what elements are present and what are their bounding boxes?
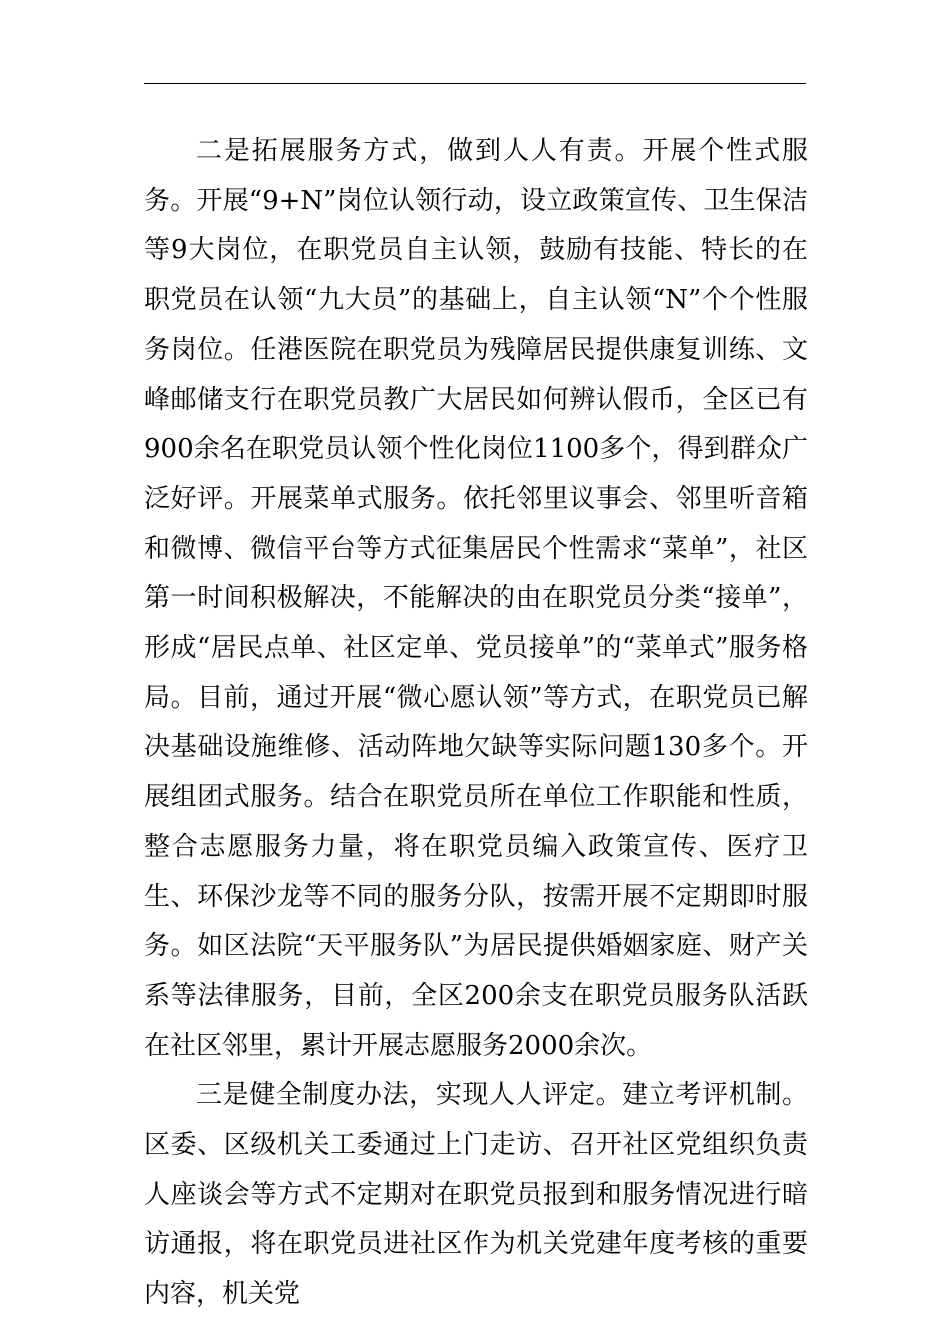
- paragraph-service-methods: 二是拓展服务方式，做到人人有责。开展个性式服务。开展“9+N”岗位认领行动，设立政策宣传、卫生保洁等9大岗位，在职党员自主认领，鼓励有技能、特长的在职党员在认领“九大员”的基础上，自主认领“N”个个性服务岗位。任港医院在职党员为残障居民提供康复训练、文峰邮储支行在职党员教广大居民如何辨认假币，全区已有900余名在职党员认领个性化岗位1100多个，得到群众广泛好评。开展菜单式服务。依托邻里议事会、邻里听音箱和微博、微信平台等方式征集居民个性需求“菜单”，社区第一时间积极解决，不能解决的由在职党员分类“接单”，形成“居民点单、社区定单、党员接单”的“菜单式”服务格局。目前，通过开展“微心愿认领”等方式，在职党员已解决基础设施维修、活动阵地欠缺等实际问题130多个。开展组团式服务。结合在职党员所在单位工作职能和性质，整合志愿服务力量，将在职党员编入政策宣传、医疗卫生、环保沙龙等不同的服务分队，按需开展不定期即时服务。如区法院“天平服务队”为居民提供婚姻家庭、财产关系等法律服务，目前，全区200余支在职党员服务队活跃在社区邻里，累计开展志愿服务2000余次。: [144, 136, 808, 1061]
- document-body: [144, 127, 808, 1320]
- header-rule: [144, 83, 806, 84]
- paragraph-evaluation-system: 三是健全制度办法，实现人人评定。建立考评机制。区委、区级机关工委通过上门走访、召开社区党组织负责人座谈会等方式不定期对在职党员报到和服务情况进行暗访通报，将在职党员进社区作为机关党建年度考核的重要内容，机关党: [144, 1080, 808, 1310]
